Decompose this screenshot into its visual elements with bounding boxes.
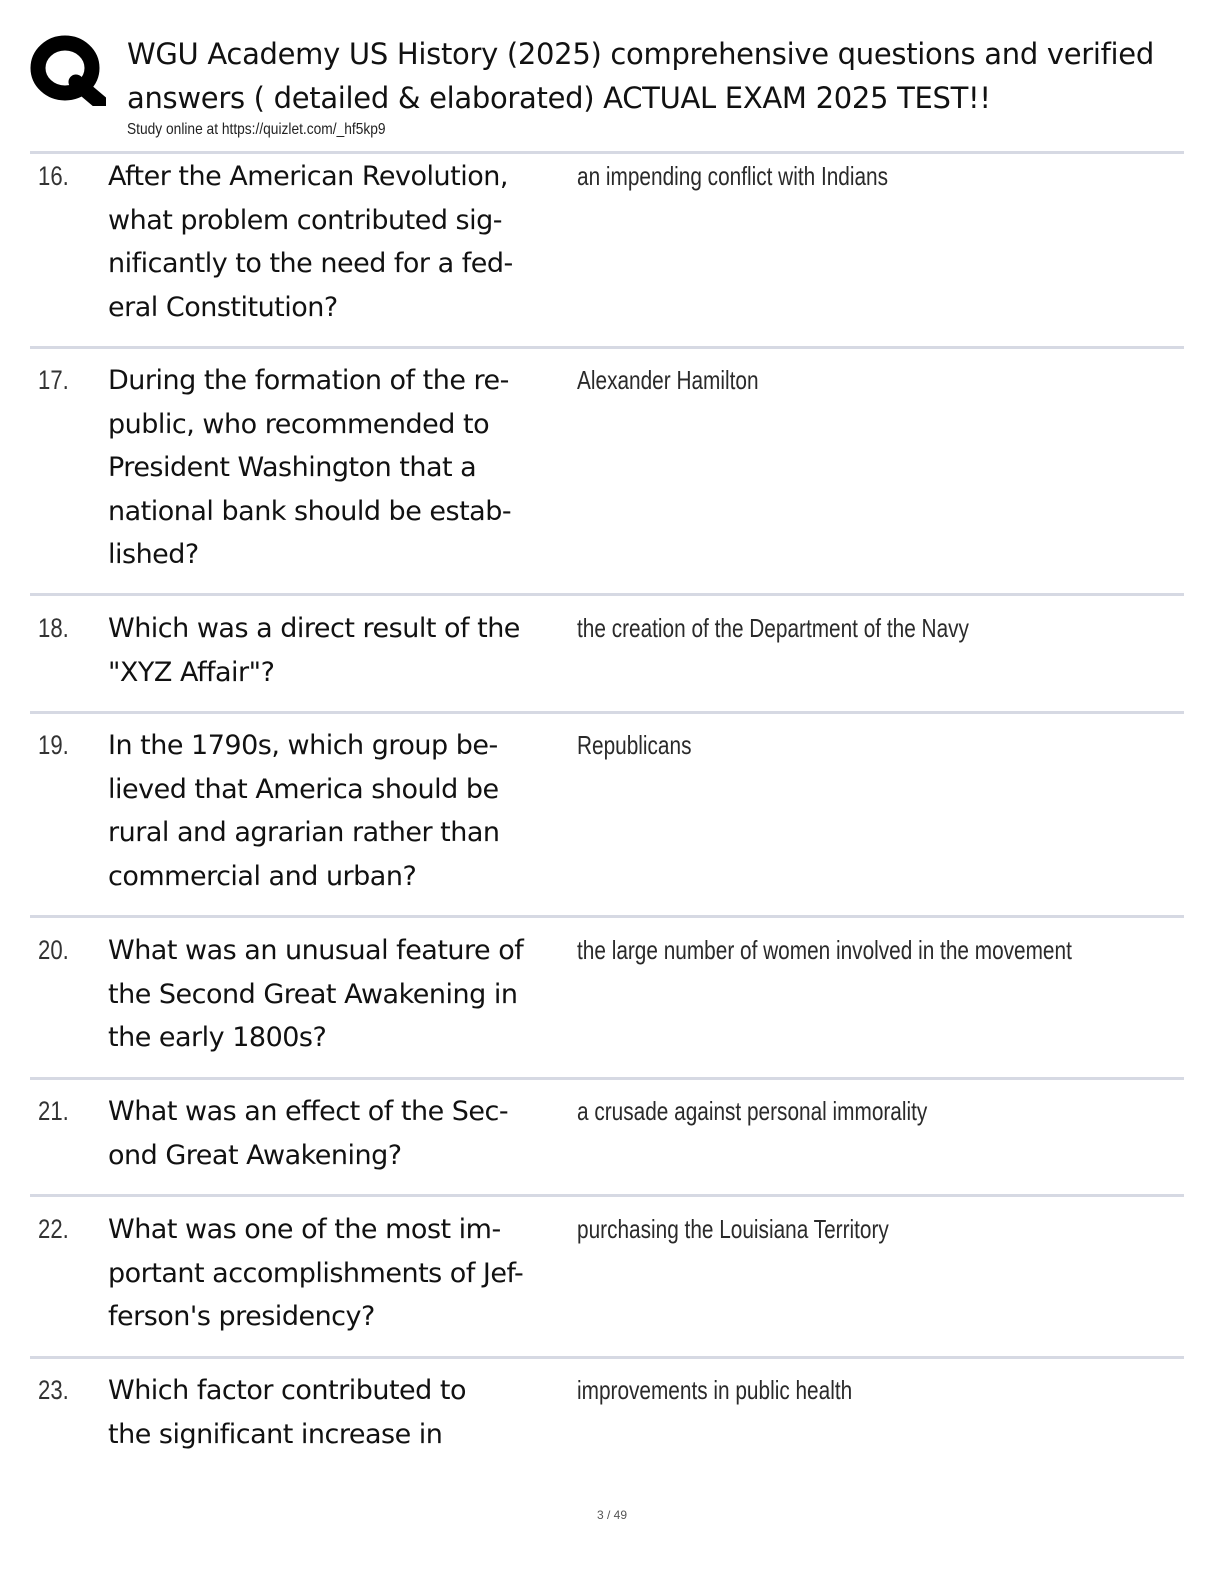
page-number: 3 / 49 [596, 1508, 628, 1522]
card-answer: purchasing the Louisiana Territory [577, 1214, 889, 1244]
card-question: What was one of the most im- portant accomplishments of Jef- ferson's presidency? [108, 1214, 524, 1332]
row-divider [30, 1077, 1184, 1080]
header-divider [30, 151, 1184, 154]
card-answer: a crusade against personal immorality [577, 1096, 928, 1126]
card-answer: the large number of women involved in the movement [577, 935, 1072, 965]
document-title: WGU Academy US History (2025) comprehensive questions and verified answers ( detailed & elaborated) ACTUAL EXAM 2025 TEST!! [127, 37, 1154, 115]
card-number: 18. [38, 613, 69, 643]
row-divider [30, 1194, 1184, 1197]
card-number: 23. [38, 1375, 69, 1405]
card-answer: Alexander Hamilton [577, 365, 759, 395]
card-number: 19. [38, 730, 69, 760]
card-answer: an impending conflict with Indians [577, 161, 889, 191]
row-divider [30, 346, 1184, 349]
card-question: What was an effect of the Sec- ond Great Awakening? [108, 1096, 509, 1171]
card-number: 21. [38, 1096, 69, 1126]
quizlet-logo-icon [30, 32, 106, 106]
card-number: 22. [38, 1214, 69, 1244]
row-divider [30, 593, 1184, 596]
row-divider [30, 711, 1184, 714]
card-answer: Republicans [577, 730, 692, 760]
card-question: After the American Revolution, what problem contributed sig- nificantly to the need for a fed- eral Constitution? [108, 161, 513, 323]
card-number: 16. [38, 161, 69, 191]
card-question: What was an unusual feature of the Second Great Awakening in the early 1800s? [108, 935, 524, 1053]
card-question: Which was a direct result of the "XYZ Affair"? [108, 613, 520, 688]
card-question: In the 1790s, which group be- lieved that America should be rural and agrarian rather than commercial and urban? [108, 730, 500, 892]
card-question: Which factor contributed to the significant increase in [108, 1375, 466, 1450]
card-answer: the creation of the Department of the Navy [577, 613, 969, 643]
row-divider [30, 915, 1184, 918]
card-answer: improvements in public health [577, 1375, 853, 1405]
card-question: During the formation of the re- public, who recommended to President Washington that a national bank should be estab- lished? [108, 365, 512, 570]
card-number: 20. [38, 935, 69, 965]
row-divider [30, 1356, 1184, 1359]
card-number: 17. [38, 365, 69, 395]
study-online-link[interactable]: Study online at https://quizlet.com/_hf5kp9 [127, 121, 386, 138]
